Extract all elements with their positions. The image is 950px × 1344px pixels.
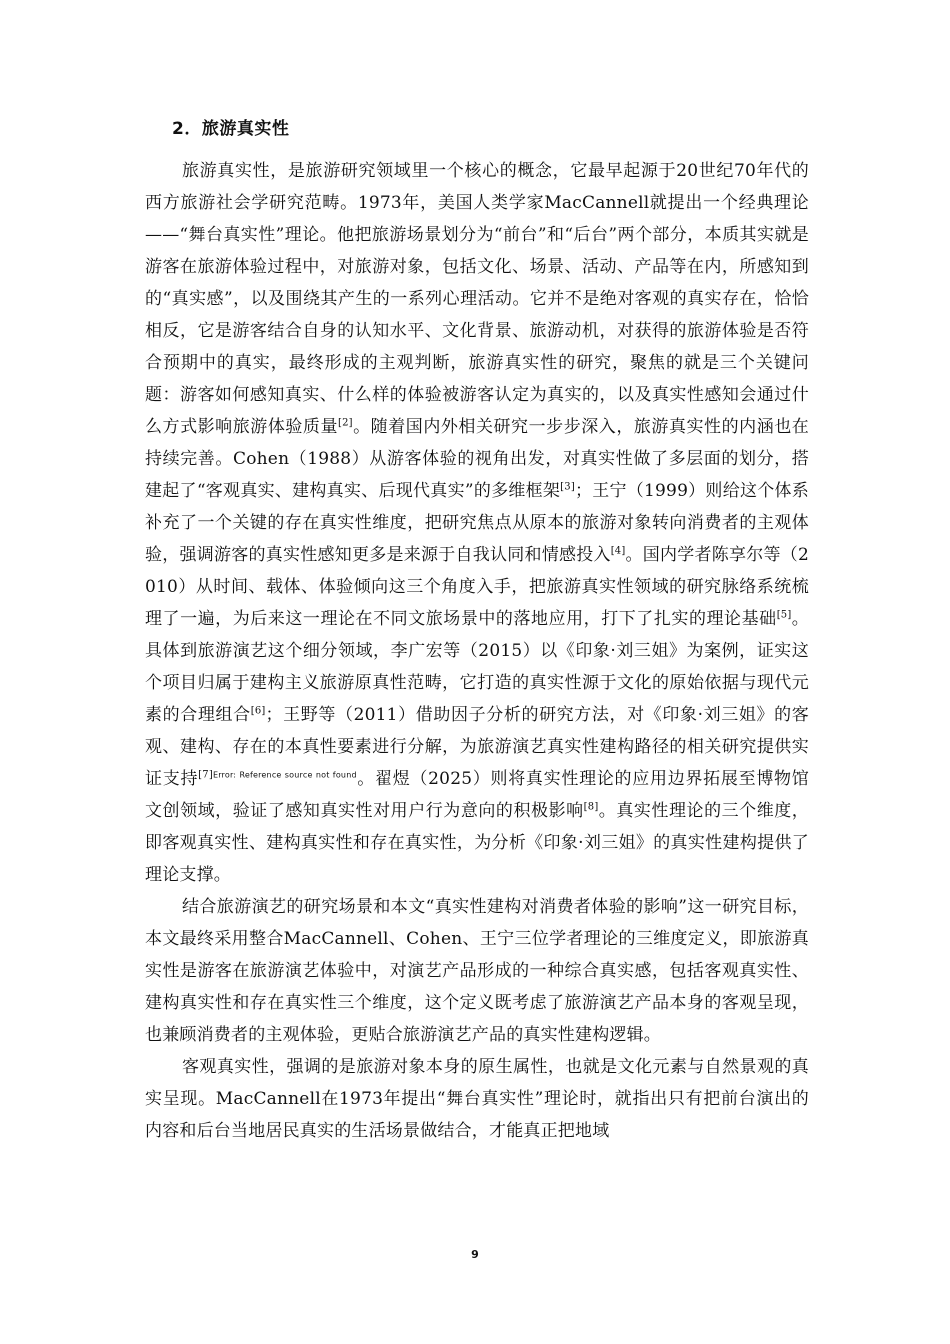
paragraph-2: 结合旅游演艺的研究场景和本文“真实性建构对消费者体验的影响”这一研究目标，本文最终采用整合MacCannell、Cohen、王宁三位学者理论的三维度定义，即旅游真实性是游客在旅游演艺体验中，对演艺产品形成的一种综合真实感，包括客观真实性、建构真实性和存在真实性三个维度，这个定义既考虑了旅游演艺产品本身的客观呈现，也兼顾消费者的主观体验，更贴合旅游演艺产品的真实性建构逻辑。: [145, 897, 809, 1045]
citation-6[interactable]: [6]: [250, 705, 266, 717]
paragraph-1-text-8: 。真实性理论的三个维度，即客观真实性、建构真实性和存在真实性，为分析《印象·刘三姐》的真实性建构提供了理论支撑。: [145, 801, 809, 885]
paragraph-1-text-5: 。具体到旅游演艺这个细分领域，李广宏等（2015）以《印象·刘三姐》为案例，证实这个项目归属于建构主义旅游原真性范畴，它打造的真实性源于文化的原始依据与现代元素的合理组合: [145, 609, 810, 725]
paragraph-1-text-6: ；王野等（2011）借助因子分析的研究方法，对《印象·刘三姐》的客观、建构、存在的本真性要素进行分解，为旅游演艺真实性建构路径的相关研究提供实证支持: [145, 705, 809, 789]
paragraph-1-text-1: 旅游真实性，是旅游研究领域里一个核心的概念，它最早起源于20世纪70年代的西方旅游社会学研究范畴。1973年，美国人类学家MacCannell就提出一个经典理论——“舞台真实性”理论。他把旅游场景划分为“前台”和“后台”两个部分，本质其实就是游客在旅游体验过程中，对旅游对象，包括文化、场景、活动、产品等在内，所感知到的“真实感”，以及围绕其产生的一系列心理活动。它并不是绝对客观的真实存在，恰恰相反，它是游客结合自身的认知水平、文化背景、旅游动机，对获得的旅游体验是否符合预期中的真实，最终形成的主观判断，旅游真实性的研究，聚焦的就是三个关键问题：游客如何感知真实、什么样的体验被游客认定为真实的，以及真实性感知会通过什么方式影响旅游体验质量: [145, 161, 809, 437]
page-content: [145, 114, 809, 1147]
paragraph-3: 客观真实性，强调的是旅游对象本身的原生属性，也就是文化元素与自然景观的真实呈现。MacCannell在1973年提出“舞台真实性”理论时，就指出只有把前台演出的内容和后台当地居民真实的生活场景做结合，才能真正把地域: [145, 1057, 809, 1141]
citation-5[interactable]: [5]: [776, 609, 792, 621]
section-heading: 2．旅游真实性: [172, 119, 290, 139]
citation-2[interactable]: [2]: [338, 417, 353, 429]
citation-3[interactable]: [3]: [560, 481, 575, 493]
reference-error-note: Error: Reference source not found: [212, 770, 357, 780]
citation-7[interactable]: [7]: [198, 769, 213, 781]
paragraph-1-text-3: ；王宁（1999）则给这个体系补充了一个关键的存在真实性维度，把研究焦点从原本的旅游对象转向消费者的主观体验，强调游客的真实性感知更多是来源于自我认同和情感投入: [145, 481, 809, 565]
paragraph-1-text-4: 。国内学者陈享尔等（2010）从时间、载体、体验倾向这三个角度入手，把旅游真实性领域的研究脉络系统梳理了一遍，为后来这一理论在不同文旅场景中的落地应用，打下了扎实的理论基础: [145, 545, 809, 629]
citation-8[interactable]: [8]: [583, 801, 599, 813]
page-number: 9: [471, 1248, 479, 1261]
paragraph-1: [145, 155, 809, 891]
paragraph-1-text-2: 。随着国内外相关研究一步步深入，旅游真实性的内涵也在持续完善。Cohen（1988）从游客体验的视角出发，对真实性做了多层面的划分，搭建起了“客观真实、建构真实、后现代真实”的多维框架: [145, 417, 809, 501]
citation-4[interactable]: [4]: [610, 545, 626, 557]
paragraph-1-text-7: 。翟煜（2025）则将真实性理论的应用边界拓展至博物馆文创领域，验证了感知真实性对用户行为意向的积极影响: [145, 769, 809, 821]
